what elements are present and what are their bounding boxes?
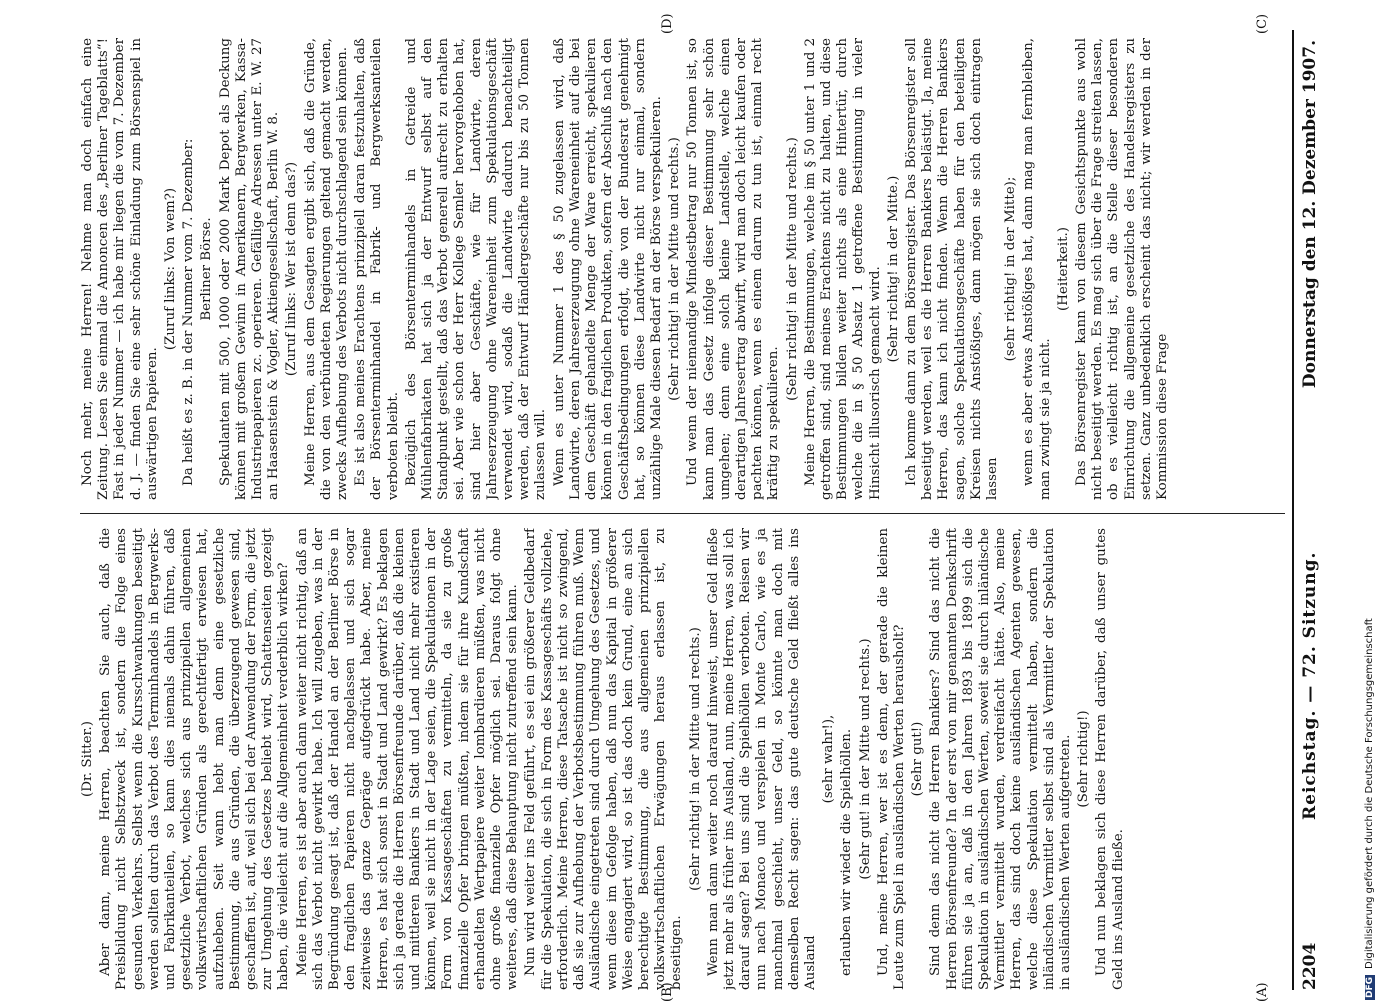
session-title: Reichstag. — 72. Sitzung. bbox=[1300, 551, 1320, 820]
page-header bbox=[1298, 30, 1328, 990]
left-column bbox=[80, 528, 1285, 990]
page-number: 2204 bbox=[1300, 942, 1320, 990]
right-paragraphs bbox=[80, 38, 1171, 500]
right-column bbox=[80, 38, 1285, 500]
header-rule bbox=[1292, 30, 1294, 990]
paragraph: Wenn man dann weiter noch darauf hinweist, unser Geld fließe jetzt mehr als früher ins Ausland, nun, meine Herren, was soll ich darauf sagen? Bei uns sind die Spielhöllen verboten. Reisen wir nun nach Monaco und verspielen in Monte Carlo, wie es ja manchmal geschieht, unser Geld, so könnte man doch mit demselben Recht sagen: das gute deutsche Geld fließt alles ins Ausland bbox=[705, 528, 818, 990]
paragraph: Meine Herren, die Bestimmungen, welche im § 50 unter 1 und 2 getroffen sind, sind meines Erachtens nicht zu halten, und diese Bestimmungen bilden weiter nichts als eine Hintertür, durch welche die in § 50 Absatz 1 getroffene Bestimmung in vieler Hinsicht illusorisch gemacht wird. bbox=[802, 38, 883, 500]
paragraph: Und, meine Herren, wer ist es denn, der gerade die kleinen Leute zum Spiel in ausländischen Werten herausholt? bbox=[875, 528, 907, 990]
paragraph: (Sehr richtig! in der Mitte und rechts.) bbox=[784, 137, 800, 401]
paragraph: Wenn es unter Nummer 1 des § 50 zugelassen wird, daß Landwirte, deren Jahreserzeugung ohne Wareneinheit auf die bei dem Geschäft gehandelte Menge der Ware erreicht, spekulieren können in den fraglichen Produkten, sofern der Abschluß nach den Geschäftsbedingungen erfolgt, die von der Bundesrat genehmigt hat, so können diese Landwirte nicht nur einmal, sondern unzählige Male diesen Bedarf an der Börse verspekulieren. bbox=[551, 38, 664, 500]
credit-text: Digitalisierung gefördert durch die Deutsche Forschungsgemeinschaft bbox=[1364, 618, 1375, 969]
paragraph: Nun wird weiter ins Feld geführt, es sei ein größerer Geldbedarf für die Spekulation, die sich in Form des Kassageschäfts vollziehe, erforderlich. Meine Herren, diese Tatsache ist nicht so zwingend, daß sie zur Aufhebung der Verbotsbestimmung führen muß. Wenn Ausländische eingetreten sind durch Umgehung des Gesetzes, und wenn diese im Gefolge haben, daß nun das Kapital in größerer Weise engagiert wird, so ist das doch kein Grund, eine an sich berechtigte Bestimmung, die aus allgemeinen prinzipiellen volkswirtschaftlichen Erwägungen heraus erlassen ist, zu beseitigen. bbox=[523, 528, 685, 990]
margin-marker-c: (C) bbox=[1255, 13, 1270, 34]
session-date: Donnerstag den 12. Dezember 1907. bbox=[1300, 40, 1320, 389]
left-paragraphs bbox=[98, 528, 1127, 990]
footer-text bbox=[1364, 20, 1380, 1000]
paragraph: (sehr richtig! in der Mitte); bbox=[1003, 176, 1019, 362]
paragraph: Da heißt es z. B. in der Nummer vom 7. Dezember: bbox=[181, 138, 197, 486]
paragraph: erlauben wir wieder die Spielhöllen. bbox=[839, 728, 855, 976]
column-divider bbox=[80, 513, 1285, 514]
paragraph: Und nun beklagen sich diese Herren darüber, daß unser gutes Geld ins Ausland fließe. bbox=[1094, 528, 1126, 990]
speaker-label: (Dr. Sitter.) bbox=[80, 721, 95, 797]
paragraph: Meine Herren, es ist aber auch dann weiter nicht richtig, daß an sich das Verbot nicht gewirkt habe. Ich will zugeben, was in der Begründung gesagt ist, daß der Handel an der Berliner Börse in den fraglichen Papieren nicht nachgelassen und sich sogar zeitweise das ganze Gepräge aufgedrückt habe. Aber, meine Herren, es hat sich sonst in Stadt und Land gewirkt? Es beklagen sich ja gerade die Herren Börsenfreunde darüber, daß die kleinen und mittleren Bankiers in Stadt und Land nicht mehr existieren können, weil sie nicht in der Lage seien, die Spekulationen in der Form von Kassageschäften zu vermitteln, da sie zu große finanzielle Opfer bringen müßten, indem sie für ihre Kundschaft erhandelten Wertpapiere weiter lombardieren müßten, was nicht ohne große finanzielle Opfer möglich sei. Daraus folgt ohne weiteres, daß diese Behauptung nicht zutreffend sein kann. bbox=[294, 528, 521, 990]
paragraph: Das Börsenregister kann von diesem Gesichtspunkte aus wohl nicht beseitigt werden. Es mag sich über die Frage streiten lassen, ob es vielleicht richtig ist, an die Stelle dieser besonderen Einrichtung die allgemeine gesetzliche des Handelsregisters zu setzen. Ganz unbedenklich erscheint das nicht; wir werden in der Kommission diese Frage bbox=[1073, 38, 1170, 500]
footer-credit bbox=[1364, 20, 1380, 1000]
paragraph: wenn es aber etwas Anstößiges hat, dann mag man fernbleiben, man zwingt sie ja nicht. bbox=[1021, 38, 1053, 500]
paragraph: (sehr wahr!), bbox=[821, 714, 837, 804]
margin-marker-a: (A) bbox=[1255, 982, 1270, 1002]
margin-marker-d: (D) bbox=[660, 13, 675, 34]
dfg-logo: DFG bbox=[1365, 976, 1375, 998]
paragraph: Meine Herren, aus dem Gesagten ergibt sich, daß die Gründe, die von den verbündeten Regierungen geltend gemacht werden, zwecks Aufhebung des Verbots nicht durchschlagend sein können. bbox=[302, 38, 351, 500]
paragraph: Bezüglich des Börsenterminhandels in Getreide und Mühlenfabrikaten hat sich ja der Entwurf selbst auf den Standpunkt gestellt, daß das Verbot generell aufrecht zu erhalten sei. Aber wie schon der Herr Kollege Semler hervorgehoben hat, sind hier aber Geschäfte, wie für Landwirte, deren Jahreserzeugung ohne Wareneinheit zum Spekulationsgeschäft verwendet wird, sodaß die Landwirte dadurch benachteiligt werden, daß der Entwurf Händlergeschäfte nur bis zu 50 Tonnen zulassen will. bbox=[403, 38, 549, 500]
paragraph: Und wenn der niemandige Mindestbetrag nur 50 Tonnen ist, so kann man das Gesetz infolge dieser Bestimmung sehr schön umgehen; denn eine solch kleine Landstelle, welche einen derartigen Jahresertrag abwirft, wird man doch leicht kaufen oder pachten können, wenn es einem darum zu tun ist, einmal recht kräftig zu spekulieren. bbox=[685, 38, 782, 500]
paragraph: Es ist also meines Erachtens prinzipiell daran festzuhalten, daß der Börsenterminhandel in Fabrik- und Bergwerksanteilen verboten bleibt. bbox=[353, 38, 401, 500]
paragraph: (Sehr gut!) bbox=[910, 721, 926, 797]
paragraph: Noch mehr, meine Herren! Nehme man doch einfach eine Zeitung. Lesen Sie einmal die Annoncen des „Berliner Tageblatts“! Fast in jeder Nummer — ich habe mir liegen die vom 7. Dezember d. J. — finden Sie eine sehr schöne Einladung zum Börsenspiel in auswärtigen Papieren. bbox=[80, 38, 160, 500]
paragraph: Sind denn das nicht die Herren Bankiers? Sind das nicht die Herren Börsenfreunde? In der erst von mir genannten Denkschrift führen sie ja an, daß in den Jahren 1893 bis 1899 sich die Spekulation in ausländischen Werten, soweit sie durch inländische Vermittler vermittelt wurden, verdreifacht hätte. Also, meine Herren, das sind doch keine ausländischen Agenten gewesen, welche diese Spekulation vermittelt haben, sondern die inländischen Vermittler selbst sind als Vermittler der Spekulation in ausländischen Werten aufgetreten. bbox=[928, 528, 1073, 990]
paragraph: Aber dann, meine Herren, beachten Sie auch, daß die Preisbildung nicht Selbstzweck ist, sondern die Folge eines gesunden Verkehrs. Selbst wenn die Kursschwankungen beseitigt werden sollten durch das Verbot des Terminhandels in Bergwerks- und Fabrikanteilen, so kann dies niemals dahin führen, daß gesetzliche Verbot, welches sich aus prinzipiellen allgemeinen volkswirtschaftlichen Gründen als gerechtfertigt erwiesen hat, aufzuheben. Seit wann hebt man denn eine gesetzliche Bestimmung, die aus Gründen, die überzeugend gewesen sind, geschaffen ist, auf, weil sich bei der Anwendung der Form, die jetzt zur Umgehung des Gesetzes beliebt wird, Schattenseiten gezeigt haben, die vielleicht auf die Allgemeinheit verderblich wirken? bbox=[98, 528, 292, 990]
paragraph: (Zuruf links: Von wem?) bbox=[163, 187, 179, 351]
paragraph: Spekulanten mit 500, 1000 oder 2000 Mark Depot als Deckung können mit großem Gewinn in Amerikanern, Bergwerken, Kassa-Industriepapieren zc. operieren. Gefällige Adressen unter E. W. 27 an Haasenstein & Vogler, Aktiengesellschaft, Berlin W. 8. bbox=[217, 38, 282, 500]
paragraph: (Sehr gut! in der Mitte und rechts.) bbox=[857, 638, 873, 880]
paragraph: (Sehr richtig! in der Mitte und rechts.) bbox=[667, 137, 683, 401]
paragraph: (Sehr richtig! in der Mitte.) bbox=[885, 175, 901, 363]
paragraph: Ich komme dann zu dem Börsenregister. Das Börsenregister soll beseitigt werden, weil es die Herren Bankiers belästigt. Ja, meine Herren, das kann ich nicht finden. Wenn die Herren Bankiers sagen, solche Spekulationsgeschäfte haben für den beteiligten Kreisen nichts Anstößiges, dann mögen sie sich doch eintragen lassen bbox=[903, 38, 1000, 500]
paragraph: (Sehr richtig! in der Mitte und rechts.) bbox=[687, 627, 703, 891]
paragraph: (Zuruf links: Wer ist denn das?) bbox=[284, 161, 300, 377]
paragraph: Berliner Börse. bbox=[199, 217, 215, 321]
paragraph: (Sehr richtig!) bbox=[1076, 710, 1092, 808]
margin-marker-b: (B) bbox=[660, 982, 675, 1002]
paragraph: (Heiterkeit.) bbox=[1055, 227, 1071, 311]
